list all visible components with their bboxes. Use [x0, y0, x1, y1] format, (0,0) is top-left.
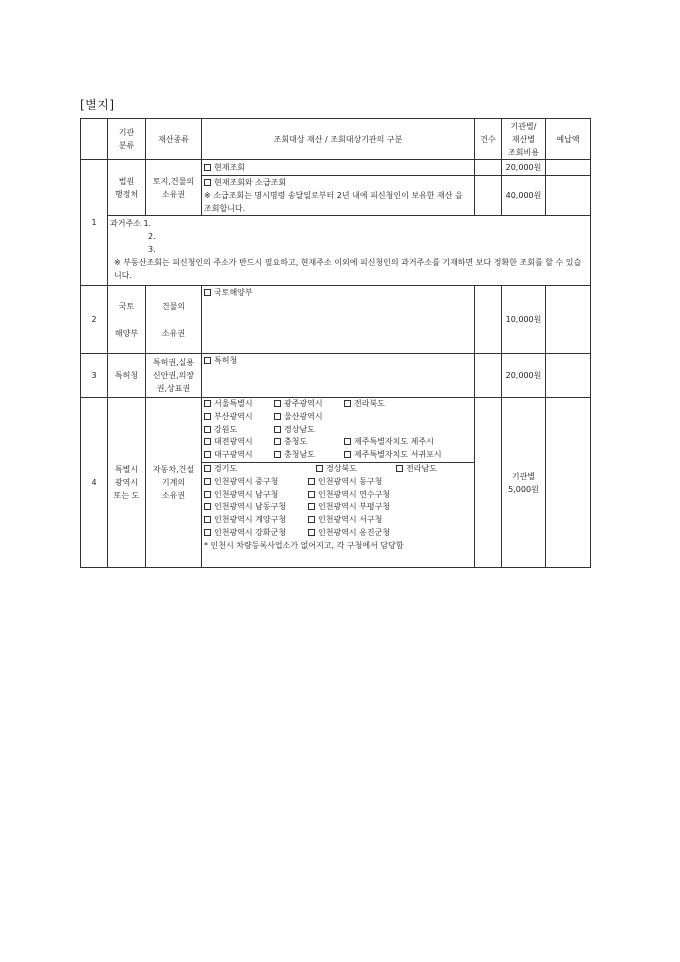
row-4-options[interactable]	[202, 398, 475, 568]
region-line-11	[204, 527, 472, 540]
option-gangwon[interactable]: 강원도	[204, 424, 272, 437]
header-target: 조회대상 재산 / 조회대상기관의 구분	[202, 119, 475, 160]
row-1-option-current[interactable]: 현재조회	[202, 160, 475, 176]
checkbox[interactable]	[204, 465, 211, 472]
row-1-org: 법원 행정처	[108, 160, 146, 216]
row-3-org: 특허청	[108, 354, 146, 398]
option-daegu[interactable]: 대구광역시	[204, 449, 272, 462]
region-line-8	[204, 489, 472, 502]
checkbox[interactable]	[308, 478, 315, 485]
option-incheon-gyeyang[interactable]: 인천광역시 계양구청	[204, 514, 306, 527]
checkbox[interactable]	[204, 164, 211, 171]
row-1-current	[81, 160, 591, 176]
row-1-deposit-2[interactable]	[546, 176, 591, 216]
option-gyeonggi[interactable]: 경기도	[204, 463, 314, 476]
row-2-property: 건물의 소유권	[146, 286, 202, 354]
option-daejeon[interactable]: 대전광역시	[204, 436, 272, 449]
checkbox[interactable]	[204, 426, 211, 433]
header-row	[81, 119, 591, 160]
option-incheon-bupyeong[interactable]: 인천광역시 부평구청	[308, 501, 376, 514]
region-line-3	[204, 424, 472, 437]
option-incheon-seo[interactable]: 인천광역시 서구청	[308, 514, 376, 527]
checkbox[interactable]	[344, 451, 351, 458]
region-line-4	[204, 436, 472, 449]
row-3-count[interactable]	[475, 354, 502, 398]
row-2-no: 2	[81, 286, 108, 354]
option-incheon-yeonsu[interactable]: 인천광역시 연수구청	[308, 489, 376, 502]
row-2-fee: 10,000원	[502, 286, 546, 354]
header-deposit: 예납액	[546, 119, 591, 160]
option-incheon-nam[interactable]: 인천광역시 남구청	[204, 489, 306, 502]
region-line-1	[204, 398, 472, 411]
past-address-1[interactable]: 1.	[143, 219, 152, 228]
past-address-label: 과거주소	[110, 219, 141, 228]
row-4-org: 특별시 광역시 또는 도	[108, 398, 146, 568]
option-jeonnam[interactable]: 전라남도	[396, 463, 464, 476]
row-2-deposit[interactable]	[546, 286, 591, 354]
checkbox[interactable]	[204, 438, 211, 445]
checkbox[interactable]	[274, 426, 281, 433]
checkbox[interactable]	[204, 400, 211, 407]
row-2-org: 국토 해양부	[108, 286, 146, 354]
checkbox[interactable]	[308, 516, 315, 523]
row-3-option[interactable]: 특허청	[202, 354, 475, 398]
checkbox[interactable]	[274, 438, 281, 445]
region-line-7	[204, 476, 472, 489]
row-3-no: 3	[81, 354, 108, 398]
incheon-note: * 인천시 차량등록사업소가 없어지고, 각 구청에서 담당함	[204, 540, 404, 550]
checkbox[interactable]	[204, 413, 211, 420]
option-gyeongbuk[interactable]: 경상북도	[316, 463, 394, 476]
checkbox[interactable]	[396, 465, 403, 472]
row-2-count[interactable]	[475, 286, 502, 354]
checkbox[interactable]	[344, 400, 351, 407]
checkbox[interactable]	[204, 529, 211, 536]
checkbox[interactable]	[274, 451, 281, 458]
header-property: 재산종류	[146, 119, 202, 160]
row-3-deposit[interactable]	[546, 354, 591, 398]
option-chungcheong[interactable]: 충청도	[274, 436, 342, 449]
retro-note: ※ 소급조회는 명시명령 송달일로부터 2년 내에 피신청인이 보유한 재산 을 조회합니다.	[204, 191, 463, 213]
region-line-5	[204, 449, 472, 462]
header-org: 기관 분류	[108, 119, 146, 160]
past-address-cell[interactable]	[108, 216, 591, 286]
row-1-past-address	[81, 216, 591, 286]
past-address-3[interactable]: 3.	[148, 245, 156, 254]
checkbox[interactable]	[316, 465, 323, 472]
checkbox[interactable]	[204, 451, 211, 458]
inquiry-table	[80, 118, 591, 568]
option-ulsan[interactable]: 울산광역시	[274, 411, 342, 424]
past-address-note: ※ 부동산조회는 피신청인의 주소가 반드시 필요하고, 현재주소 이외에 피신청인의 과거주소를 기재하면 보다 정확한 조회를 할 수 있습니다.	[114, 258, 582, 280]
row-3-fee: 20,000원	[502, 354, 546, 398]
option-incheon-namdong[interactable]: 인천광역시 남동구청	[204, 501, 306, 514]
row-1-option-retro[interactable]: 현재조회와 소급조회 ※ 소급조회는 명시명령 송달일로부터 2년 내에 피신청인이 보유한 재산 을 조회합니다.	[202, 176, 475, 216]
option-incheon-ganghwa[interactable]: 인천광역시 강화군청	[204, 527, 306, 540]
checkbox[interactable]	[344, 438, 351, 445]
region-line-10	[204, 514, 472, 527]
row-2	[81, 286, 591, 354]
checkbox[interactable]	[308, 503, 315, 510]
page-label: [별지]	[80, 98, 115, 112]
checkbox[interactable]	[274, 400, 281, 407]
option-gwangju[interactable]: 광주광역시	[274, 398, 342, 411]
checkbox[interactable]	[274, 413, 281, 420]
option-jeju-city[interactable]: 제주특별자치도 제주시	[344, 436, 412, 449]
region-line-2	[204, 411, 472, 424]
option-chungnam[interactable]: 충청남도	[274, 449, 342, 462]
option-jeonbuk[interactable]: 전라북도	[344, 398, 412, 411]
row-3	[81, 354, 591, 398]
checkbox[interactable]	[204, 503, 211, 510]
checkbox[interactable]	[204, 516, 211, 523]
checkbox[interactable]	[204, 478, 211, 485]
row-1-deposit-1[interactable]	[546, 160, 591, 176]
row-1-no: 1	[81, 160, 108, 286]
row-4	[81, 398, 591, 568]
option-busan[interactable]: 부산광역시	[204, 411, 272, 424]
row-2-option[interactable]: 국토해양부	[202, 286, 475, 354]
row-4-count[interactable]	[475, 398, 502, 568]
checkbox[interactable]	[204, 179, 211, 186]
row-1-count-1[interactable]	[475, 160, 502, 176]
row-4-fee: 기관별 5,000원	[502, 398, 546, 568]
row-1-property: 토지,건물의 소유권	[146, 160, 202, 216]
option-incheon-jung[interactable]: 인천광역시 중구청	[204, 476, 306, 489]
row-4-deposit[interactable]	[546, 398, 591, 568]
row-3-property: 특허권,실용 신안권,의장 권,상표권	[146, 354, 202, 398]
option-seogwipo[interactable]: 제주특별자치도 서귀포시	[344, 449, 412, 462]
checkbox[interactable]	[204, 289, 211, 296]
checkbox[interactable]	[204, 357, 211, 364]
option-seoul[interactable]: 서울특별시	[204, 398, 272, 411]
checkbox[interactable]	[204, 491, 211, 498]
option-gyeongnam[interactable]: 경상남도	[274, 424, 342, 437]
row-4-no: 4	[81, 398, 108, 568]
checkbox[interactable]	[308, 491, 315, 498]
row-1-fee-1: 20,000원	[502, 160, 546, 176]
region-line-9	[204, 501, 472, 514]
row-1-fee-2: 40,000원	[502, 176, 546, 216]
row-1-count-2[interactable]	[475, 176, 502, 216]
row-4-property: 자동차,건설 기계의 소유권	[146, 398, 202, 568]
option-incheon-dong[interactable]: 인천광역시 동구청	[308, 476, 376, 489]
header-fee: 기관별/ 재산별 조회비용	[502, 119, 546, 160]
option-incheon-ongjin[interactable]: 인천광역시 옹진군청	[308, 527, 376, 540]
header-no	[81, 119, 108, 160]
header-count: 건수	[475, 119, 502, 160]
region-line-6	[204, 463, 472, 476]
checkbox[interactable]	[308, 529, 315, 536]
past-address-2[interactable]: 2.	[148, 232, 156, 241]
